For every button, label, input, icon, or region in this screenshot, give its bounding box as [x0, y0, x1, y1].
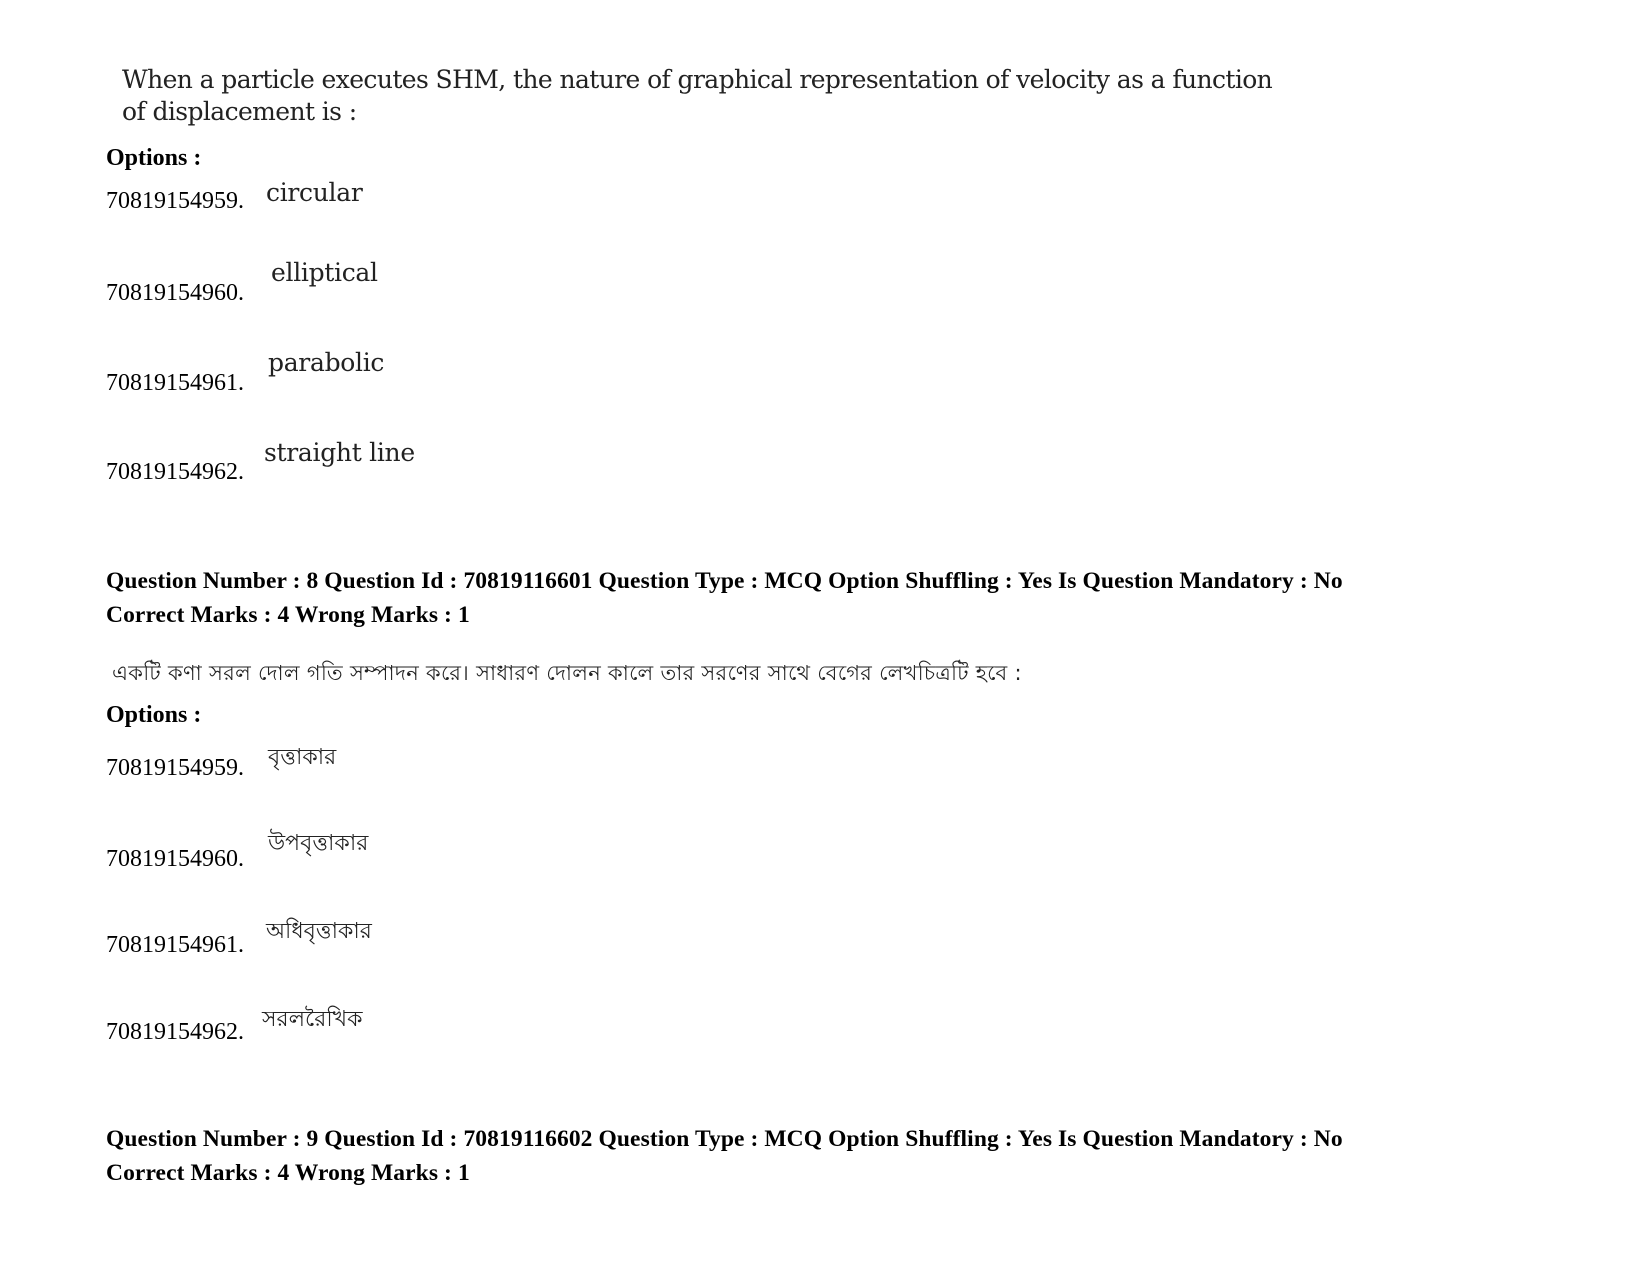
question-7-text-line-1: When a particle executes SHM, the nature of graphical representation of velocity as a function — [122, 65, 1273, 94]
options-label: Options : — [106, 702, 202, 728]
question-meta-line-2: Correct Marks : 4 Wrong Marks : 1 — [106, 602, 470, 628]
option-id: 70819154960. — [106, 280, 244, 306]
option-id: 70819154961. — [106, 932, 244, 958]
question-meta-line-1: Question Number : 9 Question Id : 70819116602 Question Type : MCQ Option Shuffling : Yes Is Question Mandatory : No — [106, 1126, 1343, 1152]
option-id: 70819154962. — [106, 1019, 244, 1045]
option-text: সরলরৈখিক — [262, 1007, 363, 1032]
option-text: straight line — [264, 438, 415, 467]
question-8-text: একটি কণা সরল দোল গতি সম্পাদন করে। সাধারণ দোলন কালে তার সরণের সাথে বেগের লেখচিত্রটি হবে : — [112, 661, 1022, 685]
option-text: elliptical — [271, 258, 378, 287]
option-id: 70819154961. — [106, 370, 244, 396]
question-meta-line-2: Correct Marks : 4 Wrong Marks : 1 — [106, 1160, 470, 1186]
option-id: 70819154959. — [106, 188, 244, 214]
option-id: 70819154962. — [106, 459, 244, 485]
option-id: 70819154959. — [106, 755, 244, 781]
question-meta-line-1: Question Number : 8 Question Id : 70819116601 Question Type : MCQ Option Shuffling : Yes Is Question Mandatory : No — [106, 568, 1343, 594]
option-text: অধিবৃত্তাকার — [266, 919, 372, 944]
option-text: parabolic — [268, 348, 385, 377]
option-text: উপবৃত্তাকার — [268, 831, 369, 856]
option-text: বৃত্তাকার — [268, 745, 337, 770]
options-label: Options : — [106, 145, 202, 171]
option-id: 70819154960. — [106, 846, 244, 872]
question-7-text-line-2: of displacement is : — [122, 97, 357, 126]
option-text: circular — [266, 178, 363, 207]
